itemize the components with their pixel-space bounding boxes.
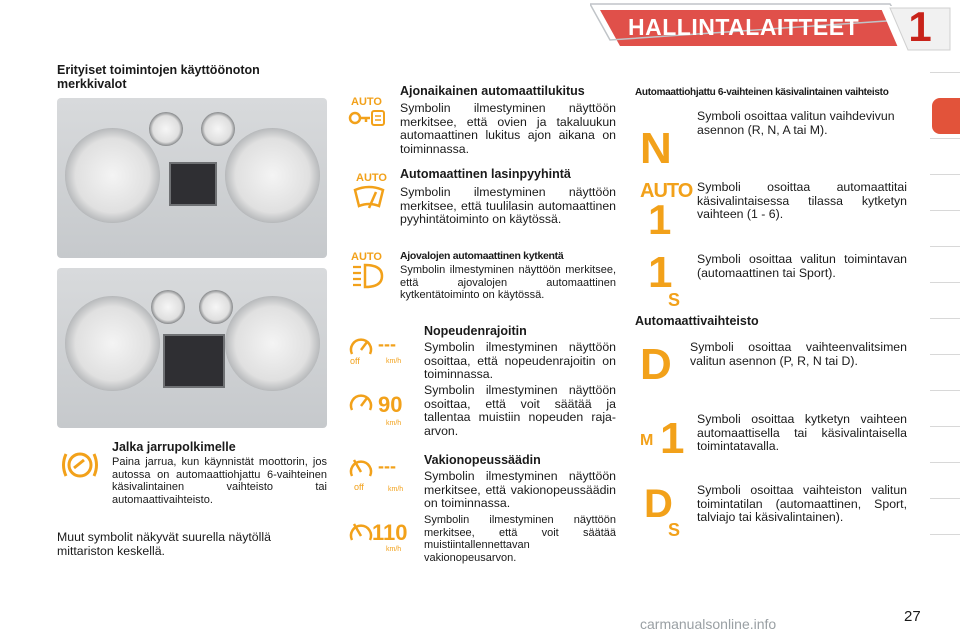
- limiter-text-1: Symbolin ilmestyminen näyttöön osoittaa, että nopeudenrajoitin on toiminnassa.: [424, 340, 616, 382]
- display-note: Muut symbolit näkyvät suurella näytöllä mittariston keskellä.: [57, 530, 271, 558]
- tachometer: [65, 128, 160, 223]
- cruise-text-2: Symbolin ilmestyminen näyttöön merkitsee, että voit säätää muistiintallennettavan vakionopeusarvon.: [424, 514, 616, 564]
- page-number: 27: [904, 608, 921, 625]
- limiter-value: 90: [378, 392, 403, 417]
- small-gauge: [199, 290, 233, 324]
- tachometer: [65, 296, 160, 391]
- cruise-text-1: Symbolin ilmestyminen näyttöön merkitsee, että vakionopeussäädin on toiminnassa.: [424, 469, 616, 511]
- auto-gear-label: AUTO: [640, 180, 693, 202]
- n-text: Symboli osoittaa valitun vaihdevivun asennon (R, N, A tai M).: [697, 109, 895, 137]
- gear-m1-icon: 1: [660, 414, 685, 463]
- lights-text: Symbolin ilmestyminen näyttöön merkitsee, että ajovalojen automaattinen kytkentätoiminto on käytössä.: [400, 264, 616, 302]
- chapter-tabs: [924, 72, 960, 580]
- headlights-icon: [349, 262, 385, 290]
- auto-label-icon: AUTO: [356, 172, 387, 184]
- brake-pedal-icon: [60, 448, 100, 482]
- page-title: HALLINTALAITTEET: [628, 14, 860, 40]
- gear-1-icon: 1: [648, 196, 672, 243]
- center-display: [163, 334, 225, 388]
- auto-label-icon: AUTO: [351, 251, 382, 263]
- auto-label-icon: AUTO: [351, 96, 382, 108]
- speed-limiter-set-icon: [348, 392, 374, 416]
- gear-d-sport-icon: D: [644, 482, 673, 526]
- m1-text: Symboli osoittaa kytketyn vaihteen automaattisella tai käsivalintaisella toimintatavalla.: [697, 412, 907, 454]
- speedometer: [225, 128, 320, 223]
- cruise-title: Vakionopeussäädin: [424, 453, 541, 467]
- left-heading: Erityiset toimintojen käyttöönoton merkkivalot: [57, 63, 260, 91]
- small-gauge: [201, 112, 235, 146]
- center-display: [169, 162, 217, 206]
- kmh-label: km/h: [388, 486, 404, 493]
- off-label: off: [350, 356, 360, 366]
- auto-lock-icon: [348, 108, 386, 128]
- small-gauge: [151, 290, 185, 324]
- manual-m-icon: M: [640, 432, 654, 449]
- cruise-value: 110: [372, 520, 408, 545]
- cruise-control-icon: [348, 456, 376, 482]
- off-label: off: [354, 482, 364, 492]
- gear-n-icon: N: [640, 124, 672, 173]
- brake-title: Jalka jarrupolkimelle: [112, 440, 236, 454]
- limiter-dashes: ---: [378, 334, 396, 354]
- lock-title: Ajonaikainen automaattilukitus: [400, 84, 585, 98]
- kmh-label: km/h: [386, 420, 402, 427]
- lock-text: Symbolin ilmestyminen näyttöön merkitsee, että ovien ja takaluukun automaattinen lukitus ajon aikana on toiminnassa.: [400, 101, 616, 156]
- limiter-title: Nopeudenrajoitin: [424, 324, 527, 338]
- active-chapter-tab[interactable]: [932, 98, 960, 134]
- brake-text: Paina jarrua, kun käynnistät moottorin, jos autossa on automaattiohjattu 6-vaihteinen käsivalintainen vaihteisto tai automaattivaihteisto.: [112, 456, 327, 506]
- auto-transmission-heading: Automaattivaihteisto: [635, 314, 759, 328]
- kmh-label: km/h: [386, 546, 402, 553]
- sport-s-icon: S: [668, 520, 681, 540]
- speedometer: [225, 296, 320, 391]
- kmh-label: km/h: [386, 358, 402, 365]
- ds-text: Symboli osoittaa vaihteiston valitun toimintatilan (automaattinen, Sport, talviajo tai käsivalintainen).: [697, 483, 907, 525]
- limiter-text-2: Symbolin ilmestyminen näyttöön osoittaa, että voit säätää ja tallentaa muistiin nopeuden raja-arvon.: [424, 383, 616, 438]
- sport-s-icon: S: [668, 290, 681, 310]
- s1-text: Symboli osoittaa valitun toimintavan (automaattinen tai Sport).: [697, 252, 907, 280]
- cruise-dashes: ---: [378, 456, 396, 476]
- instrument-cluster-photo-2: [57, 268, 327, 428]
- wiper-icon: [352, 184, 386, 214]
- auto1-text: Symboli osoittaa automaattitai käsivalintaisessa tilassa kytketyn vaihteen (1 - 6).: [697, 180, 907, 222]
- lights-title: Ajovalojen automaattinen kytkentä: [400, 250, 564, 262]
- wiper-title: Automaattinen lasinpyyhintä: [400, 167, 571, 181]
- footer-watermark: carmanualsonline.info: [640, 616, 777, 632]
- gear-1-sport-icon: 1: [648, 248, 673, 297]
- d-text: Symboli osoittaa vaihteenvalitsimen valitun asennon (P, R, N tai D).: [690, 340, 907, 368]
- gear-d-icon: D: [640, 340, 672, 389]
- chapter-number: 1: [908, 3, 932, 50]
- right-heading: Automaattiohjattu 6-vaihteinen käsivalintainen vaihteisto: [635, 87, 889, 98]
- instrument-cluster-photo-1: [57, 98, 327, 258]
- small-gauge: [149, 112, 183, 146]
- wiper-text: Symbolin ilmestyminen näyttöön merkitsee, että tuulilasin automaattinen pyyhintätoiminto on käytössä.: [400, 185, 616, 227]
